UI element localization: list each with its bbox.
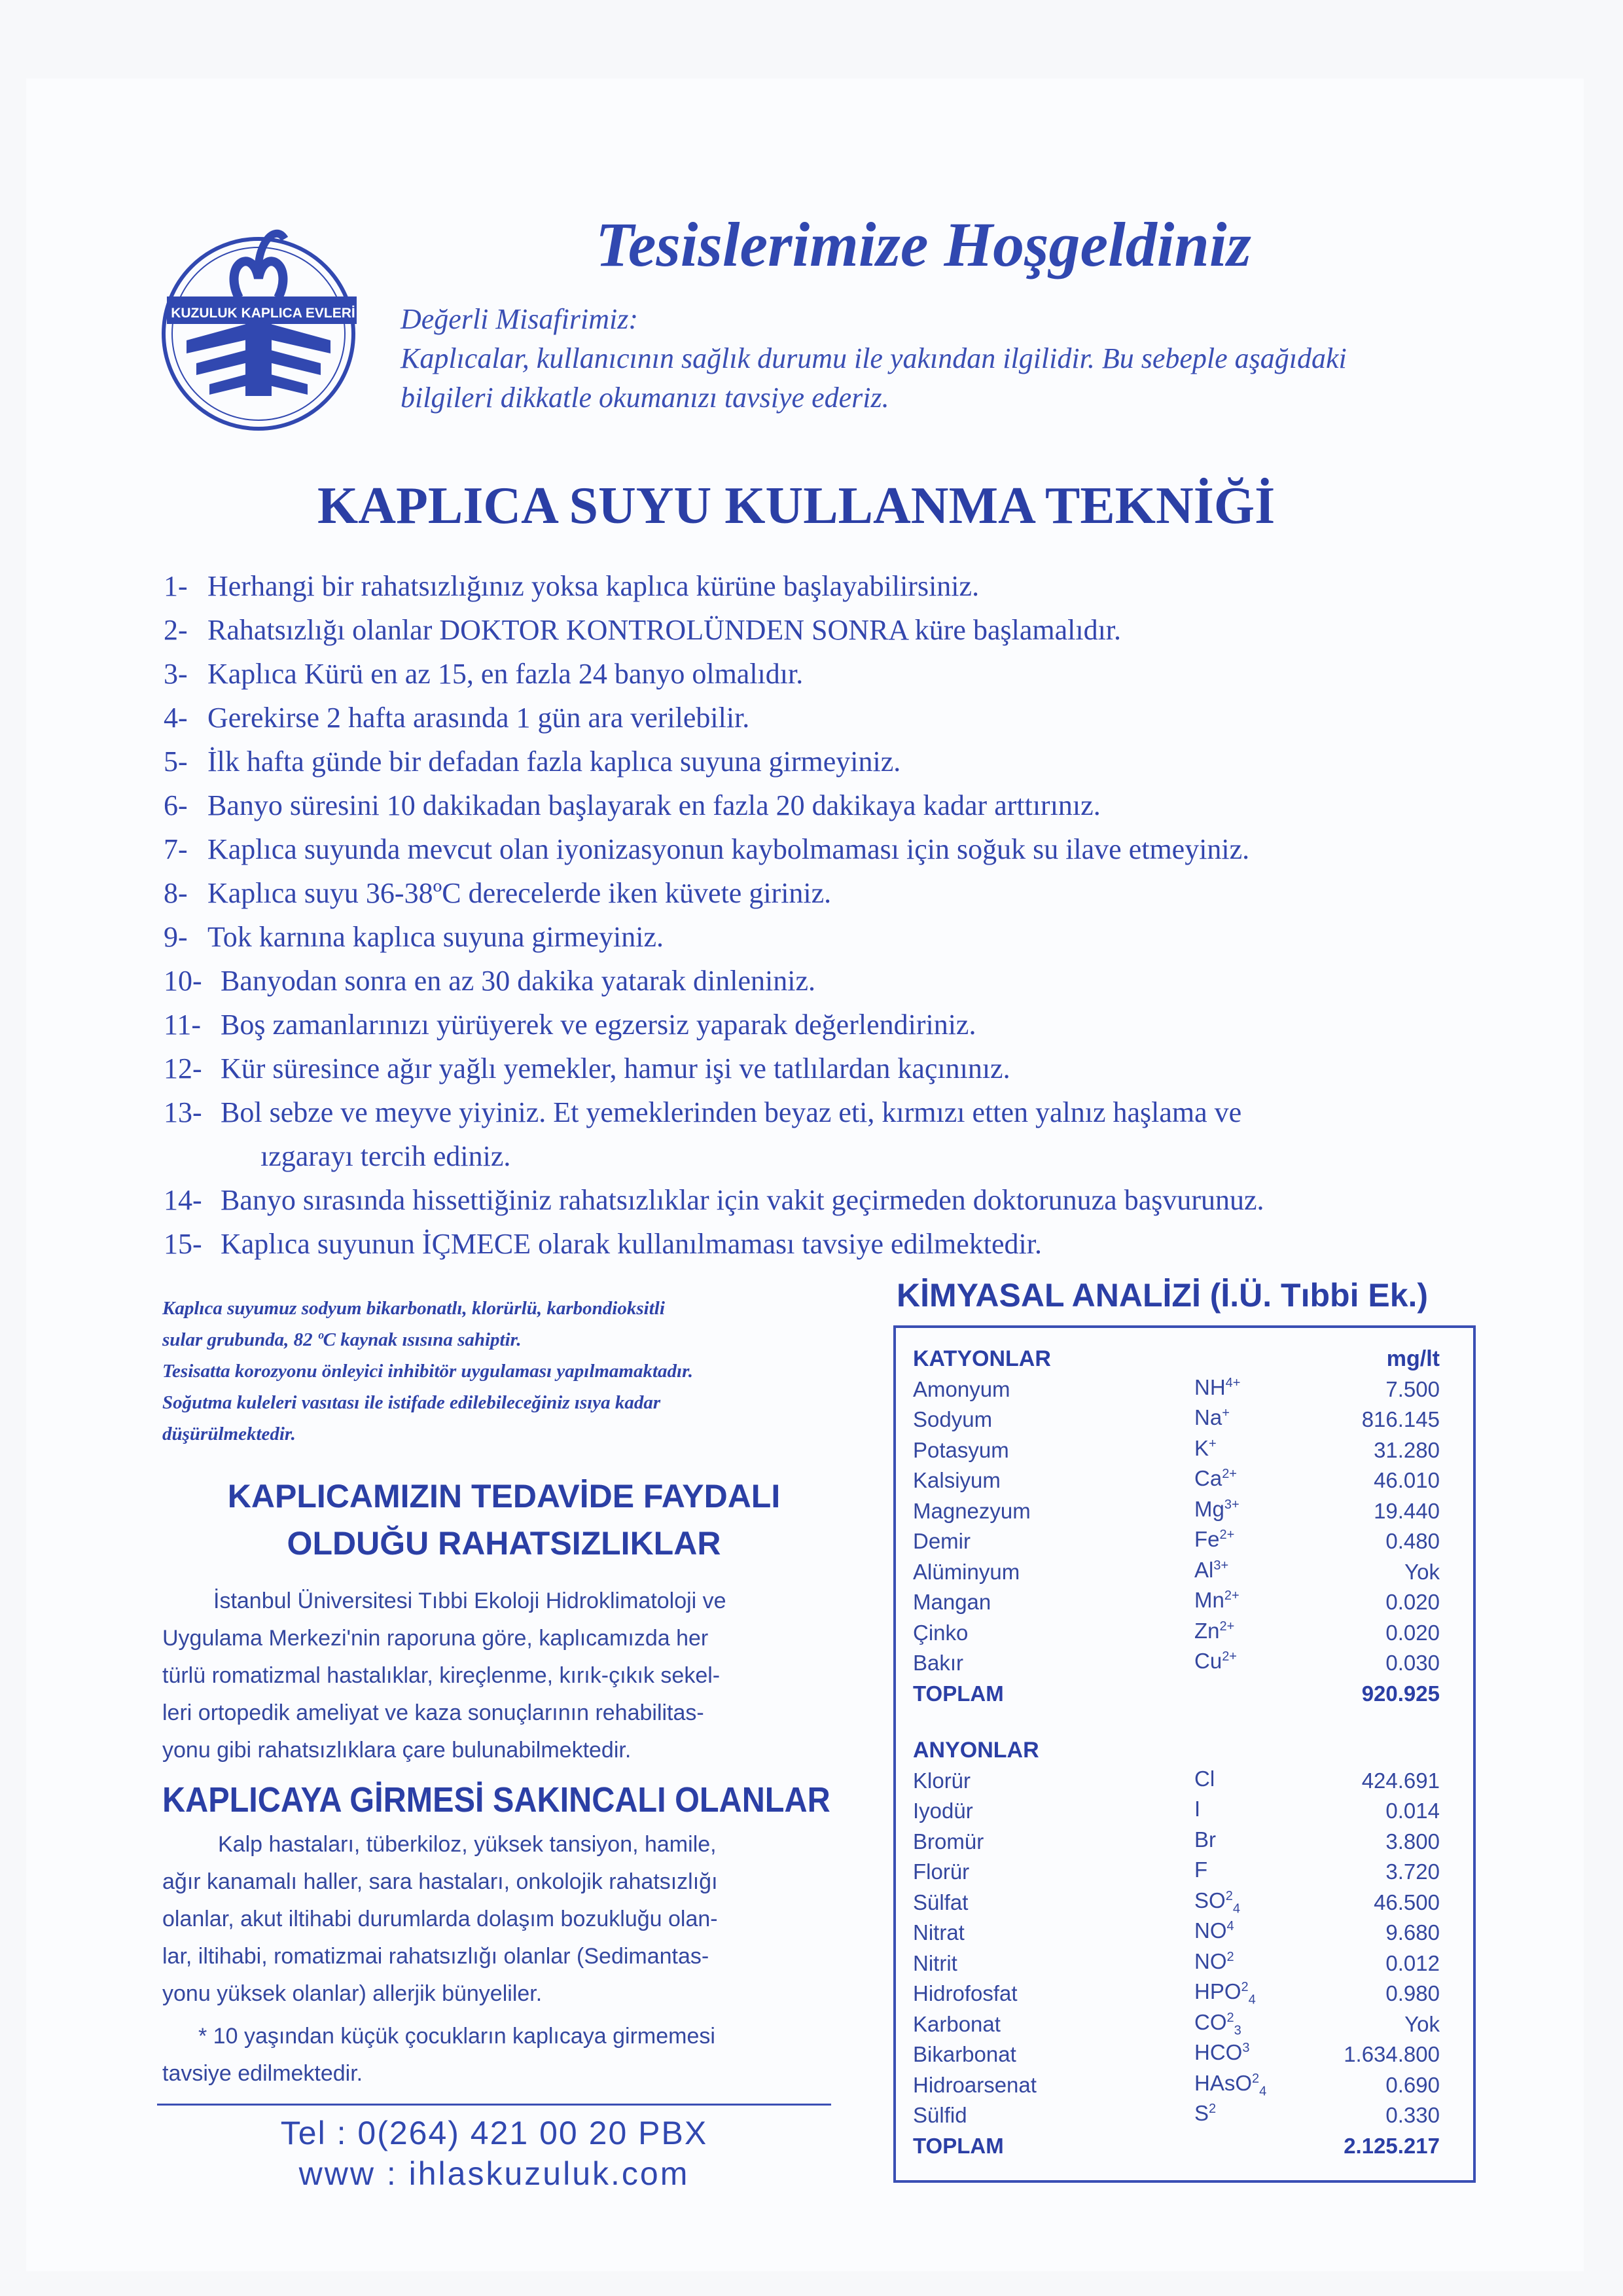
ion-value: 31.280	[1374, 1437, 1440, 1462]
rule-number: 5-	[164, 745, 188, 778]
ion-formula	[1194, 1797, 1309, 1825]
rule-text: Banyo sırasında hissettiğiniz rahatsızlıklar için vakit geçirmeden doktorunuza başvurunuz.	[221, 1184, 1264, 1216]
rule-text: Boş zamanlarınızı yürüyerek ve egzersiz yaparak değerlendiriniz.	[221, 1009, 976, 1041]
ion-name: Alüminyum	[913, 1559, 1020, 1584]
ion-name: Potasyum	[913, 1437, 1009, 1462]
formula-base: Br	[1194, 1827, 1216, 1852]
formula-base: Ca	[1194, 1466, 1222, 1491]
cation-row	[913, 1465, 1440, 1496]
anion-row	[913, 1766, 1440, 1797]
contraindication-paragraph	[162, 1826, 843, 2092]
rule-item	[164, 564, 1472, 608]
rule-item	[164, 959, 1472, 1003]
cation-row	[913, 1557, 1440, 1588]
rule-text: Bol sebze ve meyve yiyiniz. Et yemeklerinden beyaz eti, kırmızı etten yalnız haşlama ve	[221, 1096, 1242, 1128]
rule-item	[164, 1090, 1472, 1134]
rule-text-continuation: ızgarayı tercih ediniz.	[260, 1140, 511, 1172]
benefit-line: İstanbul Üniversitesi Tıbbi Ekoloji Hidroklimatoloji ve	[213, 1588, 726, 1613]
ion-formula	[1194, 1588, 1309, 1617]
logo-text: KUZULUK KAPLICA EVLERİ	[171, 306, 355, 321]
rule-number: 9-	[164, 921, 188, 953]
rule-number: 1-	[164, 570, 188, 602]
ion-value: 0.480	[1385, 1529, 1440, 1554]
formula-base: SO	[1194, 1888, 1226, 1912]
benefit-line: yonu gibi rahatsızlıklara çare bulunabilmektedir.	[162, 1738, 632, 1763]
formula-base: K	[1194, 1435, 1209, 1460]
formula-subscript: 4	[1232, 1901, 1240, 1916]
note-line: Kaplıca suyumuz sodyum bikarbonatlı, klorürlü, karbondioksitli	[162, 1298, 665, 1319]
formula-base: NH	[1194, 1374, 1226, 1399]
ion-value: 0.980	[1385, 1981, 1440, 2006]
rule-text: Tok karnına kaplıca suyuna girmeyiniz.	[207, 921, 664, 953]
ion-value: Yok	[1404, 1559, 1440, 1584]
formula-charge: 2	[1226, 2010, 1234, 2025]
ion-name: Florür	[913, 1859, 970, 1884]
ion-name: Sülfid	[913, 2103, 967, 2128]
note-line: düşürülmektedir.	[162, 1424, 296, 1444]
website: www : ihlaskuzuluk.com	[298, 2155, 690, 2192]
formula-base: HCO	[1194, 2040, 1243, 2065]
contraindication-line: ağır kanamalı haller, sara hastaları, onkolojik rahatsızlığı	[162, 1869, 718, 1894]
rule-text: Herhangi bir rahatsızlığınız yoksa kaplıca kürüne başlayabilirsiniz.	[207, 570, 980, 602]
formula-base: CO	[1194, 2009, 1227, 2034]
formula-base: NO	[1194, 1918, 1227, 1943]
formula-base: Zn	[1194, 1618, 1220, 1643]
anion-row	[913, 1888, 1440, 1918]
formula-charge: 2	[1252, 2071, 1260, 2086]
ion-formula	[1194, 1497, 1309, 1526]
ion-value: 9.680	[1385, 1920, 1440, 1945]
ion-name: Nitrat	[913, 1920, 965, 1945]
ion-formula	[1194, 1857, 1309, 1886]
ion-value: 0.030	[1385, 1651, 1440, 1676]
ion-name: Bikarbonat	[913, 2042, 1016, 2067]
ion-name: Hidroarsenat	[913, 2072, 1037, 2097]
ion-value: 19.440	[1374, 1498, 1440, 1523]
ion-name: Iyodür	[913, 1799, 973, 1823]
cation-row	[913, 1496, 1440, 1527]
formula-charge: 2	[1241, 1980, 1249, 1995]
footer-divider	[157, 2104, 831, 2106]
ion-value: Yok	[1404, 2011, 1440, 2036]
formula-charge: 2+	[1222, 1649, 1237, 1664]
ion-name: Klorür	[913, 1768, 971, 1793]
ion-value: 0.330	[1385, 2103, 1440, 2128]
formula-base: Cl	[1194, 1766, 1215, 1791]
anion-row	[913, 1948, 1440, 1979]
kuzuluk-logo	[160, 219, 366, 435]
contraindication-heading: KAPLICAYA GİRMESİ SAKINCALI OLANLAR	[162, 1780, 830, 1820]
rule-number: 11-	[164, 1009, 202, 1041]
formula-subscript: 4	[1248, 1993, 1256, 2008]
anion-row	[913, 1979, 1440, 2009]
rule-number: 2-	[164, 614, 188, 646]
formula-charge: 2+	[1224, 1588, 1240, 1604]
children-note-line: tavsiye edilmektedir.	[162, 2061, 363, 2086]
anion-row	[913, 1827, 1440, 1857]
anion-row	[913, 2039, 1440, 2070]
unit-label: mg/lt	[1386, 1346, 1440, 1371]
ion-formula	[1194, 1405, 1309, 1434]
formula-base: F	[1194, 1857, 1208, 1882]
welcome-title: Tesislerimize Hoşgeldiniz	[596, 209, 1251, 279]
greeting-line: Değerli Misafirimiz:	[401, 303, 638, 335]
rule-item	[164, 608, 1472, 652]
ion-name: Amonyum	[913, 1376, 1010, 1401]
ion-value: 0.690	[1385, 2072, 1440, 2097]
ion-formula	[1194, 1558, 1309, 1587]
rule-item	[164, 871, 1472, 915]
ion-name: Çinko	[913, 1620, 969, 1645]
chemical-analysis-table	[913, 1344, 1440, 2161]
rule-number: 7-	[164, 833, 188, 865]
ion-formula	[1194, 1979, 1309, 2008]
note-line: sular grubunda, 82 ºC kaynak ısısına sahiptir.	[162, 1329, 522, 1350]
formula-charge: +	[1209, 1436, 1217, 1451]
anion-row	[913, 2100, 1440, 2131]
ion-value: 0.020	[1385, 1590, 1440, 1615]
phone-number: Tel : 0(264) 421 00 20 PBX	[280, 2115, 708, 2151]
ion-name: Nitrit	[913, 1950, 957, 1975]
ion-formula	[1194, 1949, 1309, 1978]
ion-formula	[1194, 2071, 1309, 2100]
ion-value: 0.014	[1385, 1799, 1440, 1823]
ion-formula	[1194, 1767, 1309, 1795]
cation-header-row	[913, 1344, 1440, 1374]
formula-base: I	[1194, 1797, 1201, 1821]
rule-item	[164, 1047, 1472, 1090]
chemical-analysis-title: KİMYASAL ANALİZİ (İ.Ü. Tıbbi Ek.)	[897, 1277, 1429, 1314]
rule-item	[164, 827, 1472, 871]
formula-charge: 2+	[1222, 1467, 1237, 1482]
cation-row	[913, 1374, 1440, 1405]
rule-number: 6-	[164, 789, 188, 821]
contraindication-line: olanlar, akut iltihabi durumlarda dolaşım bozukluğu olan-	[162, 1907, 718, 1931]
ion-value: 7.500	[1385, 1376, 1440, 1401]
rule-number: 8-	[164, 877, 188, 909]
rule-text: İlk hafta günde bir defadan fazla kaplıca suyuna girmeyiniz.	[207, 745, 901, 778]
anion-header: ANYONLAR	[913, 1737, 1039, 1763]
formula-base: Na	[1194, 1405, 1222, 1430]
cation-row	[913, 1587, 1440, 1618]
formula-charge: +	[1222, 1406, 1230, 1421]
ion-value: 816.145	[1361, 1407, 1440, 1432]
ion-formula	[1194, 2101, 1309, 2130]
rule-item	[164, 1178, 1472, 1222]
rule-item	[164, 696, 1472, 740]
cation-total-row	[913, 1679, 1440, 1710]
benefit-line: türlü romatizmal hastalıklar, kireçlenme, kırık-çıkık sekel-	[162, 1663, 721, 1688]
anion-header-row	[913, 1735, 1440, 1766]
ion-formula	[1194, 1436, 1309, 1465]
rule-number: 12-	[164, 1052, 202, 1085]
ion-value: 46.010	[1374, 1468, 1440, 1493]
ion-formula	[1194, 2040, 1309, 2069]
greeting-line: Kaplıcalar, kullanıcının sağlık durumu ile yakından ilgilidir. Bu sebeple aşağıdaki	[401, 342, 1347, 374]
ion-formula	[1194, 1649, 1309, 1677]
rule-item	[164, 1003, 1472, 1047]
formula-base: HAsO	[1194, 2070, 1253, 2095]
cation-row	[913, 1526, 1440, 1557]
total-value: 2.125.217	[1344, 2133, 1440, 2158]
formula-base: S	[1194, 2101, 1209, 2126]
ion-value: 3.720	[1385, 1859, 1440, 1884]
formula-charge: 2+	[1219, 1619, 1235, 1634]
ion-name: Bromür	[913, 1829, 984, 1854]
ion-formula	[1194, 1918, 1309, 1947]
note-line: Tesisatta korozyonu önleyici inhibitör uygulaması yapılmamaktadır.	[162, 1361, 694, 1382]
greeting	[401, 300, 1513, 418]
anion-row	[913, 2070, 1440, 2101]
formula-charge: 2	[1226, 1949, 1234, 1964]
ion-value: 0.020	[1385, 1620, 1440, 1645]
rule-text: Kaplıca suyu 36-38ºC derecelerde iken küvete giriniz.	[207, 877, 832, 909]
formula-base: Al	[1194, 1557, 1214, 1582]
ion-name: Magnezyum	[913, 1498, 1031, 1523]
formula-base: Mn	[1194, 1588, 1224, 1613]
ion-name: Demir	[913, 1529, 971, 1554]
note-line: Soğutma kuleleri vasıtası ile istifade edilebileceğiniz ısıya kadar	[162, 1392, 661, 1413]
anion-row	[913, 2009, 1440, 2040]
ion-value: 424.691	[1361, 1768, 1440, 1793]
formula-base: Cu	[1194, 1649, 1222, 1674]
contraindication-line: lar, iltihabi, romatizmai rahatsızlığı olanlar (Sedimantas-	[162, 1944, 709, 1969]
ion-formula	[1194, 1375, 1309, 1404]
formula-base: HPO	[1194, 1979, 1241, 2004]
ion-name: Mangan	[913, 1590, 991, 1615]
ion-name: Bakır	[913, 1651, 964, 1676]
formula-subscript: 4	[1259, 2084, 1267, 2099]
anion-row	[913, 1918, 1440, 1948]
formula-charge: 2	[1209, 2102, 1217, 2117]
anion-total-row	[913, 2131, 1440, 2162]
rule-text: Banyodan sonra en az 30 dakika yatarak dinleniniz.	[221, 965, 816, 997]
ion-name: Karbonat	[913, 2011, 1001, 2036]
rule-number: 14-	[164, 1184, 202, 1216]
cation-row	[913, 1405, 1440, 1435]
formula-subscript: 3	[1234, 2023, 1241, 2038]
cation-row	[913, 1648, 1440, 1679]
rule-item	[164, 915, 1472, 959]
formula-charge: 2	[1225, 1888, 1233, 1903]
anion-row	[913, 1857, 1440, 1888]
ion-name: Kalsiyum	[913, 1468, 1001, 1493]
total-value: 920.925	[1361, 1681, 1440, 1706]
rule-number: 15-	[164, 1228, 202, 1260]
children-note-line: * 10 yaşından küçük çocukların kaplıcaya girmemesi	[198, 2024, 715, 2049]
benefit-line: leri ortopedik ameliyat ve kaza sonuçlarının rehabilitas-	[162, 1700, 704, 1725]
ion-value: 3.800	[1385, 1829, 1440, 1854]
ion-value: 46.500	[1374, 1890, 1440, 1914]
rule-text: Kaplıca suyunun İÇMECE olarak kullanılmaması tavsiye edilmektedir.	[221, 1228, 1042, 1260]
cation-header: KATYONLAR	[913, 1346, 1051, 1371]
ion-value: 0.012	[1385, 1950, 1440, 1975]
ion-name: Sülfat	[913, 1890, 969, 1914]
benefit-line: Uygulama Merkezi'nin raporuna göre, kaplıcamızda her	[162, 1626, 709, 1651]
ion-formula	[1194, 1619, 1309, 1647]
formula-base: Fe	[1194, 1527, 1220, 1552]
rule-item	[164, 652, 1472, 696]
ion-formula	[1194, 1466, 1309, 1495]
ion-value: 1.634.800	[1344, 2042, 1440, 2067]
rule-text: Kaplıca suyunda mevcut olan iyonizasyonun kaybolmaması için soğuk su ilave etmeyiniz.	[207, 833, 1250, 865]
ion-name: Sodyum	[913, 1407, 993, 1432]
formula-base: Mg	[1194, 1496, 1224, 1521]
benefit-heading-line: KAPLICAMIZIN TEDAVİDE FAYDALI	[227, 1478, 781, 1515]
total-label: TOPLAM	[913, 2133, 1004, 2158]
rule-item	[164, 783, 1472, 827]
greeting-line: bilgileri dikkatle okumanızı tavsiye ederiz.	[401, 382, 889, 414]
formula-base: NO	[1194, 1948, 1227, 1973]
main-title: KAPLICA SUYU KULLANMA TEKNİĞİ	[317, 477, 1275, 535]
formula-charge: 4	[1226, 1919, 1234, 1934]
water-info-note	[162, 1293, 882, 1450]
ion-name: Hidrofosfat	[913, 1981, 1018, 2006]
rule-text: Kaplıca Kürü en az 15, en fazla 24 banyo olmalıdır.	[207, 658, 804, 690]
rule-text: Gerekirse 2 hafta arasında 1 gün ara verilebilir.	[207, 702, 750, 734]
contraindication-line: yonu yüksek olanlar) allerjik bünyeliler.	[162, 1981, 543, 2006]
rule-number: 4-	[164, 702, 188, 734]
rule-item	[164, 740, 1472, 783]
benefit-paragraph	[162, 1583, 843, 1769]
rule-item	[164, 1222, 1472, 1266]
rule-text: Kür süresince ağır yağlı yemekler, hamur işi ve tatlılardan kaçınınız.	[221, 1052, 1010, 1085]
formula-charge: 2+	[1219, 1528, 1235, 1543]
rule-text: Rahatsızlığı olanlar DOKTOR KONTROLÜNDEN SONRA küre başlamalıdır.	[207, 614, 1122, 646]
ion-formula	[1194, 1888, 1309, 1917]
formula-charge: 4+	[1225, 1375, 1241, 1390]
rule-number: 13-	[164, 1096, 202, 1128]
contraindication-line: Kalp hastaları, tüberkiloz, yüksek tansiyon, hamile,	[218, 1832, 717, 1857]
rule-text: Banyo süresini 10 dakikadan başlayarak en fazla 20 dakikaya kadar arttırınız.	[207, 789, 1101, 821]
rule-number: 3-	[164, 658, 188, 690]
ion-formula	[1194, 2010, 1309, 2039]
cation-row	[913, 1435, 1440, 1466]
ion-formula	[1194, 1527, 1309, 1556]
rules-list	[164, 564, 1472, 1266]
benefit-heading	[164, 1473, 844, 1567]
benefit-heading-line: OLDUĞU RAHATSIZLIKLAR	[287, 1525, 721, 1562]
anion-row	[913, 1796, 1440, 1827]
ion-formula	[1194, 1827, 1309, 1856]
rule-number: 10-	[164, 965, 202, 997]
formula-charge: 3	[1242, 2041, 1250, 2056]
cation-row	[913, 1618, 1440, 1649]
formula-charge: 3+	[1224, 1497, 1240, 1512]
total-label: TOPLAM	[913, 1681, 1004, 1706]
formula-charge: 3+	[1213, 1558, 1229, 1573]
